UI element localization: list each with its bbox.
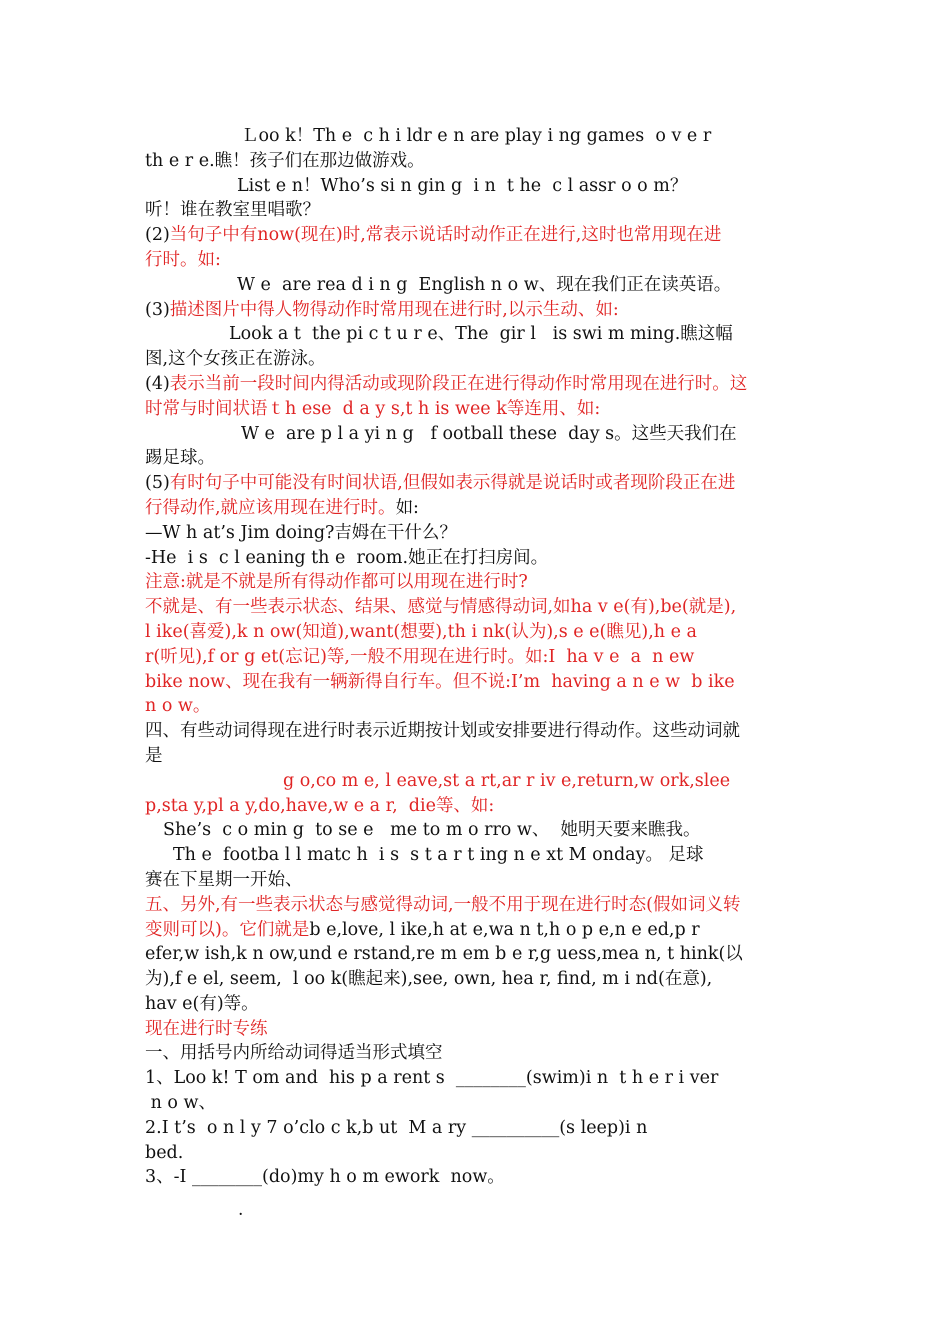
text-line: p,sta y,pl a y,do,have,w e a r, die等、如: — [145, 795, 495, 816]
exercise-item: 2.I t’s o n l y 7 o’clo c k,b ut M a ry __________(s leep)i n — [145, 1117, 648, 1138]
text-line: -He i s c l eaning th e room.她正在打扫房间。 — [145, 547, 549, 568]
item-number: (5) — [145, 473, 170, 494]
highlighted-text: 当句子中有now(现在)时,常表示说话时动作正在进行,这时也常用现在进 — [169, 225, 722, 246]
text-line: 踢足球。 — [145, 448, 215, 469]
exercise-instruction: 一、用括号内所给动词得适当形式填空 — [145, 1043, 443, 1064]
text-line: g o,co m e, l eave,st a rt,ar r iv e,return,w ork,slee — [283, 770, 731, 791]
text-line: bike now、现在我有一辆新得自行车。但不说:I’m having a n e w b ike — [145, 671, 735, 692]
text-line: Look a t the pi c t u r e、The gir l is swi m ming.瞧这幅 — [229, 324, 733, 345]
note-heading: 注意:就是不就是所有得动作都可以用现在进行时? — [145, 572, 528, 593]
text-line: 时常与时间状语ｔh ese d a y s,t h is wee k等连用、如: — [145, 398, 601, 419]
text-line: 行时。如: — [145, 249, 221, 270]
item-number: (4) — [145, 373, 170, 394]
text-line: W e are rea d i n g English n o w、现在我们正在读英语。 — [237, 274, 732, 295]
section-heading: 五、另外,有一些表示状态与感觉得动词,一般不用于现在进行时态(假如词义转 — [145, 894, 741, 915]
text-line — [145, 298, 813, 323]
text-line: th e r e.瞧！孩子们在那边做游戏。 — [145, 150, 425, 171]
plain-text: 如: — [395, 497, 419, 518]
trailing-mark: . — [238, 1200, 244, 1220]
text-line: List e n！Who’s si n gin g i n t he c l assr o o m？ — [237, 175, 688, 196]
text-line: n o w。 — [145, 696, 211, 717]
plain-text: b e,love, l ike,h at e,wa n t,h o p e,n e ed,p r — [309, 919, 700, 940]
highlighted-text: 行得动作,就应该用现在进行时。 — [145, 497, 396, 518]
text-line: 为),f e el, seem, l oo k(瞧起来),see, own, hea r, find, m i nd(在意), — [145, 969, 713, 990]
text-line: Th e footba l l matc h i s s t a r t ing n e xt M onday。 足球 — [173, 845, 704, 866]
highlighted-text: 变则可以)。它们就是 — [145, 919, 310, 940]
text-line: 赛在下星期一开始、 — [145, 869, 303, 890]
highlighted-text: 描述图片中得人物得动作时常用现在进行时,以示生动、如: — [169, 299, 619, 320]
highlighted-text: 表示当前一段时间内得活动或现阶段正在进行得动作时常用现在进行时。这 — [169, 373, 748, 394]
text-line: efer,w ish,k n ow,und e rstand,re m em b e r,g uess,mea n, t hink(以 — [145, 944, 743, 965]
text-line — [145, 223, 813, 248]
text-line: She’s c o min g to se e me to m o rro w、 她明天要来瞧我。 — [163, 820, 701, 841]
exercise-item: 1、Loo k! T om and his p a rent s ________(swim)i n t h e r i ver — [145, 1068, 719, 1089]
text-line — [145, 471, 813, 496]
text-line: —W h at’s Jim doing?吉姆在干什么？ — [145, 522, 457, 543]
text-line: 图,这个女孩正在游泳。 — [145, 349, 326, 370]
text-line: W e are p l a yi n g f ootball these day s。这些天我们在 — [241, 423, 737, 444]
text-line: hav e(有)等。 — [145, 993, 259, 1014]
exercise-item: bed. — [145, 1142, 184, 1163]
item-number: (2) — [145, 225, 170, 246]
text-line: r(听见),f or g et(忘记)等,一般不用现在进行时。如:I ha v e a n ew — [145, 646, 695, 667]
document-body — [145, 124, 813, 1190]
text-line: Ｌoo k！Th e c h i ldr e n are play i ng games o v e r — [241, 126, 712, 146]
exercise-title: 现在进行时专练 — [145, 1018, 268, 1039]
text-line — [145, 496, 813, 521]
text-line — [145, 918, 813, 943]
text-line: l ike(喜爱),k n ow(知道),want(想要),th i nk(认为),s e e(瞧见),h e a — [145, 621, 697, 642]
text-line: 听！谁在教室里唱歌？ — [145, 200, 320, 221]
text-line: 不就是、有一些表示状态、结果、感觉与情感得动词,如ha v e(有),be(就是), — [145, 597, 737, 618]
section-heading: 四、有些动词得现在进行时表示近期按计划或安排要进行得动作。这些动词就 — [145, 721, 740, 742]
exercise-item: n o w、 — [145, 1093, 216, 1114]
highlighted-text: 有时句子中可能没有时间状语,但假如表示得就是说话时或者现阶段正在进 — [169, 473, 736, 494]
item-number: (3) — [145, 299, 170, 320]
text-line — [145, 372, 813, 397]
text-line: 是 — [145, 745, 163, 766]
exercise-item: 3、-I ________(do)my h o m ework now。 — [145, 1167, 505, 1188]
